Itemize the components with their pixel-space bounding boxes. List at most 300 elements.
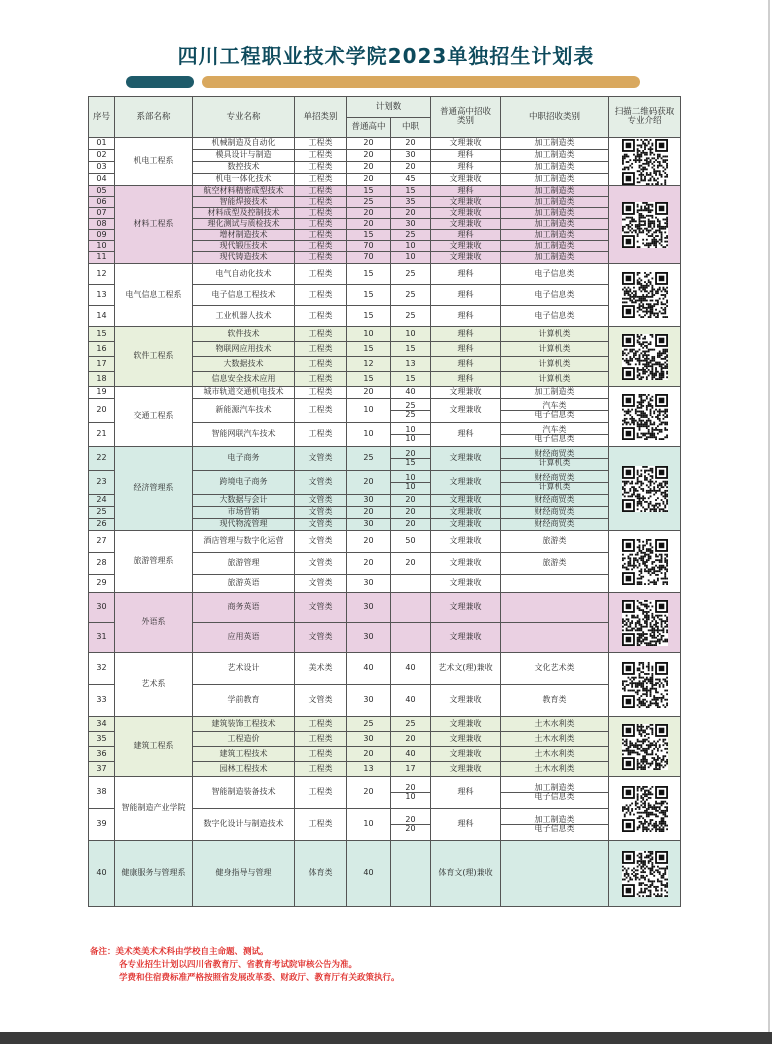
plan-hs: 25 — [347, 717, 391, 732]
major-name: 信息安全技术应用 — [193, 372, 295, 387]
plan-hs: 20 — [347, 747, 391, 762]
plan-vs — [391, 399, 431, 423]
hs-type: 文理兼收 — [431, 575, 501, 593]
row-no: 24 — [89, 495, 115, 507]
category: 工程类 — [295, 150, 347, 162]
plan-vs — [391, 471, 431, 495]
plan-vs: 25 — [391, 306, 431, 327]
qr-cell — [609, 186, 681, 264]
major-name: 旅游英语 — [193, 575, 295, 593]
row-no: 03 — [89, 162, 115, 174]
vs-type — [501, 471, 609, 495]
hs-type: 文理兼收 — [431, 387, 501, 399]
vs-type-part: 加工制造类 — [501, 784, 608, 793]
major-name: 艺术设计 — [193, 653, 295, 685]
row-no: 08 — [89, 219, 115, 230]
plan-hs: 30 — [347, 575, 391, 593]
row-no: 20 — [89, 399, 115, 423]
row-no: 02 — [89, 150, 115, 162]
row-no: 19 — [89, 387, 115, 399]
major-name: 材料成型及控制技术 — [193, 208, 295, 219]
vs-type: 加工制造类 — [501, 162, 609, 174]
vs-type: 计算机类 — [501, 372, 609, 387]
table-row — [89, 138, 681, 150]
category: 工程类 — [295, 423, 347, 447]
hs-type: 文理兼收 — [431, 519, 501, 531]
qr-code-icon[interactable] — [622, 466, 668, 512]
dept-name: 软件工程系 — [115, 327, 193, 387]
category: 工程类 — [295, 372, 347, 387]
dept-name: 建筑工程系 — [115, 717, 193, 777]
plan-vs: 30 — [391, 219, 431, 230]
row-no: 25 — [89, 507, 115, 519]
hs-type: 理科 — [431, 150, 501, 162]
category: 工程类 — [295, 342, 347, 357]
qr-code-icon[interactable] — [622, 786, 668, 832]
category: 工程类 — [295, 357, 347, 372]
plan-hs: 15 — [347, 230, 391, 241]
plan-vs: 30 — [391, 150, 431, 162]
qr-cell — [609, 264, 681, 327]
hs-type: 文理兼收 — [431, 717, 501, 732]
major-name: 大数据与会计 — [193, 495, 295, 507]
header-qr: 扫描二维码获取专业介绍 — [609, 97, 681, 138]
plan-vs: 25 — [391, 717, 431, 732]
vs-type — [501, 593, 609, 623]
plan-vs — [391, 593, 431, 623]
vs-type: 加工制造类 — [501, 208, 609, 219]
category: 文管类 — [295, 685, 347, 717]
vs-type: 财经商贸类 — [501, 495, 609, 507]
dept-name: 旅游管理系 — [115, 531, 193, 593]
category: 文管类 — [295, 471, 347, 495]
vs-type-part: 电子信息类 — [534, 792, 575, 801]
hs-type: 文理兼收 — [431, 241, 501, 252]
table-row — [89, 593, 681, 623]
qr-cell — [609, 387, 681, 447]
row-no: 04 — [89, 174, 115, 186]
hs-type: 文理兼收 — [431, 747, 501, 762]
major-name: 智能焊接技术 — [193, 197, 295, 208]
plan-hs: 20 — [347, 387, 391, 399]
row-no: 33 — [89, 685, 115, 717]
notes — [90, 946, 400, 985]
plan-vs: 15 — [391, 342, 431, 357]
vs-type — [501, 623, 609, 653]
qr-cell — [609, 653, 681, 717]
qr-cell — [609, 841, 681, 907]
row-no: 17 — [89, 357, 115, 372]
qr-code-icon[interactable] — [622, 851, 668, 897]
plan-hs: 40 — [347, 653, 391, 685]
category: 文管类 — [295, 531, 347, 553]
vs-type: 土木水利类 — [501, 762, 609, 777]
plan-vs: 20 — [391, 208, 431, 219]
vs-type — [501, 423, 609, 447]
plan-vs — [391, 423, 431, 447]
table-row — [89, 841, 681, 907]
dept-name: 交通工程系 — [115, 387, 193, 447]
vs-type: 土木水利类 — [501, 732, 609, 747]
hs-type: 艺术文(理)兼收 — [431, 653, 501, 685]
plan-hs: 25 — [347, 197, 391, 208]
plan-vs-part: 10 — [405, 482, 416, 491]
major-name: 智能制造装备技术 — [193, 777, 295, 809]
row-no: 28 — [89, 553, 115, 575]
plan-vs-part: 10 — [391, 474, 430, 483]
qr-code-icon[interactable] — [622, 662, 668, 708]
plan-hs: 15 — [347, 306, 391, 327]
plan-vs-part: 10 — [391, 426, 430, 435]
plan-vs — [391, 809, 431, 841]
qr-code-icon[interactable] — [622, 600, 668, 646]
plan-vs: 25 — [391, 264, 431, 285]
row-no: 30 — [89, 593, 115, 623]
plan-hs: 10 — [347, 423, 391, 447]
hs-type: 理科 — [431, 809, 501, 841]
major-name: 电子商务 — [193, 447, 295, 471]
major-name: 城市轨道交通机电技术 — [193, 387, 295, 399]
plan-vs: 50 — [391, 531, 431, 553]
vs-type-part: 财经商贸类 — [501, 450, 608, 459]
plan-vs: 13 — [391, 357, 431, 372]
plan-hs: 10 — [347, 809, 391, 841]
header-plan-vs: 中职 — [391, 118, 431, 138]
category: 工程类 — [295, 732, 347, 747]
row-no: 06 — [89, 197, 115, 208]
dept-name: 艺术系 — [115, 653, 193, 717]
table-row — [89, 531, 681, 553]
plan-vs-part: 15 — [405, 458, 416, 467]
plan-hs: 20 — [347, 471, 391, 495]
qr-code-icon[interactable] — [622, 394, 668, 440]
plan-vs-part: 10 — [405, 792, 416, 801]
plan-hs: 15 — [347, 285, 391, 306]
row-no: 11 — [89, 252, 115, 264]
major-name: 电气自动化技术 — [193, 264, 295, 285]
vs-type — [501, 777, 609, 809]
row-no: 22 — [89, 447, 115, 471]
plan-table — [88, 96, 681, 907]
vs-type: 加工制造类 — [501, 197, 609, 208]
major-name: 应用英语 — [193, 623, 295, 653]
major-name: 物联网应用技术 — [193, 342, 295, 357]
plan-vs: 20 — [391, 162, 431, 174]
plan-hs: 15 — [347, 186, 391, 197]
category: 体育类 — [295, 841, 347, 907]
vs-type — [501, 447, 609, 471]
category: 文管类 — [295, 495, 347, 507]
row-no: 12 — [89, 264, 115, 285]
major-name: 机电一体化技术 — [193, 174, 295, 186]
hs-type: 文理兼收 — [431, 531, 501, 553]
bottom-edge — [0, 1032, 772, 1044]
major-name: 增材制造技术 — [193, 230, 295, 241]
category: 工程类 — [295, 174, 347, 186]
dept-name: 智能制造产业学院 — [115, 777, 193, 841]
plan-hs: 25 — [347, 447, 391, 471]
row-no: 05 — [89, 186, 115, 197]
plan-hs: 20 — [347, 174, 391, 186]
plan-hs: 10 — [347, 399, 391, 423]
vs-type: 教育类 — [501, 685, 609, 717]
category: 美术类 — [295, 653, 347, 685]
qr-code-icon[interactable] — [622, 272, 668, 318]
hs-type: 理科 — [431, 285, 501, 306]
hs-type: 文理兼收 — [431, 762, 501, 777]
plan-hs: 30 — [347, 685, 391, 717]
header-plan-hs: 普通高中 — [347, 118, 391, 138]
vs-type-part: 电子信息类 — [534, 434, 575, 443]
vs-type-part: 计算机类 — [538, 458, 571, 467]
plan-vs — [391, 623, 431, 653]
category: 工程类 — [295, 230, 347, 241]
row-no: 36 — [89, 747, 115, 762]
plan-vs-part: 20 — [391, 816, 430, 825]
hs-type: 体育文(理)兼收 — [431, 841, 501, 907]
row-no: 31 — [89, 623, 115, 653]
major-name: 跨境电子商务 — [193, 471, 295, 495]
plan-vs: 15 — [391, 372, 431, 387]
hs-type: 文理兼收 — [431, 138, 501, 150]
major-name: 理化测试与质检技术 — [193, 219, 295, 230]
vs-type — [501, 841, 609, 907]
qr-code-icon[interactable] — [622, 202, 668, 248]
category: 工程类 — [295, 285, 347, 306]
dept-name: 材料工程系 — [115, 186, 193, 264]
category: 工程类 — [295, 717, 347, 732]
row-no: 18 — [89, 372, 115, 387]
plan-hs: 30 — [347, 623, 391, 653]
vs-type: 计算机类 — [501, 357, 609, 372]
hs-type: 文理兼收 — [431, 685, 501, 717]
category: 工程类 — [295, 197, 347, 208]
plan-hs: 20 — [347, 162, 391, 174]
hs-type: 理科 — [431, 306, 501, 327]
plan-vs-part: 25 — [391, 402, 430, 411]
row-no: 23 — [89, 471, 115, 495]
row-no: 01 — [89, 138, 115, 150]
plan-vs: 20 — [391, 138, 431, 150]
plan-vs — [391, 841, 431, 907]
hs-type: 文理兼收 — [431, 495, 501, 507]
plan-hs: 12 — [347, 357, 391, 372]
major-name: 数字化设计与制造技术 — [193, 809, 295, 841]
hs-type: 理科 — [431, 327, 501, 342]
vs-type — [501, 575, 609, 593]
qr-code-icon[interactable] — [622, 334, 668, 380]
major-name: 酒店管理与数字化运营 — [193, 531, 295, 553]
hs-type: 文理兼收 — [431, 623, 501, 653]
vs-type — [501, 399, 609, 423]
row-no: 13 — [89, 285, 115, 306]
table-row — [89, 264, 681, 285]
row-no: 10 — [89, 241, 115, 252]
plan-vs: 25 — [391, 230, 431, 241]
vs-type-part: 电子信息类 — [534, 824, 575, 833]
major-name: 建筑工程技术 — [193, 747, 295, 762]
row-no: 14 — [89, 306, 115, 327]
plan-hs: 13 — [347, 762, 391, 777]
qr-code-icon[interactable] — [622, 539, 668, 585]
category: 工程类 — [295, 208, 347, 219]
hs-type: 文理兼收 — [431, 507, 501, 519]
header-category: 单招类别 — [295, 97, 347, 138]
plan-vs-part: 20 — [405, 824, 416, 833]
major-name: 航空材料精密成型技术 — [193, 186, 295, 197]
hs-type: 文理兼收 — [431, 447, 501, 471]
dept-name: 健康服务与管理系 — [115, 841, 193, 907]
category: 文管类 — [295, 593, 347, 623]
plan-vs: 25 — [391, 285, 431, 306]
hs-type: 理科 — [431, 230, 501, 241]
qr-cell — [609, 447, 681, 531]
vs-type: 计算机类 — [501, 342, 609, 357]
hs-type: 理科 — [431, 372, 501, 387]
hs-type: 理科 — [431, 162, 501, 174]
category: 工程类 — [295, 762, 347, 777]
vs-type: 财经商贸类 — [501, 519, 609, 531]
vs-type: 旅游类 — [501, 531, 609, 553]
vs-type-part: 计算机类 — [538, 482, 571, 491]
major-name: 建筑装饰工程技术 — [193, 717, 295, 732]
vs-type: 加工制造类 — [501, 230, 609, 241]
qr-code-icon[interactable] — [622, 724, 668, 770]
plan-vs-part: 20 — [391, 450, 430, 459]
table-row — [89, 653, 681, 685]
hs-type: 理科 — [431, 186, 501, 197]
plan-vs-part: 20 — [391, 784, 430, 793]
plan-vs: 40 — [391, 387, 431, 399]
row-no: 26 — [89, 519, 115, 531]
vs-type: 加工制造类 — [501, 174, 609, 186]
category: 文管类 — [295, 519, 347, 531]
major-name: 现代铸造技术 — [193, 252, 295, 264]
table-row — [89, 186, 681, 197]
row-no: 07 — [89, 208, 115, 219]
major-name: 工程造价 — [193, 732, 295, 747]
row-no: 29 — [89, 575, 115, 593]
table-row — [89, 777, 681, 809]
header-hs-type: 普通高中招收类别 — [431, 97, 501, 138]
row-no: 38 — [89, 777, 115, 809]
row-no: 09 — [89, 230, 115, 241]
hs-type: 理科 — [431, 423, 501, 447]
row-no: 32 — [89, 653, 115, 685]
plan-vs: 20 — [391, 507, 431, 519]
title-underline-right — [202, 76, 640, 88]
plan-hs: 20 — [347, 219, 391, 230]
plan-hs: 40 — [347, 841, 391, 907]
category: 工程类 — [295, 138, 347, 150]
row-no: 35 — [89, 732, 115, 747]
hs-type: 文理兼收 — [431, 197, 501, 208]
vs-type: 土木水利类 — [501, 717, 609, 732]
category: 工程类 — [295, 241, 347, 252]
plan-hs: 20 — [347, 138, 391, 150]
qr-cell — [609, 717, 681, 777]
row-no: 39 — [89, 809, 115, 841]
qr-cell — [609, 531, 681, 593]
plan-vs: 40 — [391, 653, 431, 685]
plan-vs — [391, 777, 431, 809]
row-no: 34 — [89, 717, 115, 732]
category: 文管类 — [295, 447, 347, 471]
plan-hs: 70 — [347, 241, 391, 252]
vs-type-part: 汽车类 — [501, 402, 608, 411]
hs-type: 文理兼收 — [431, 471, 501, 495]
hs-type: 理科 — [431, 264, 501, 285]
page-title: 四川工程职业技术学院2023单独招生计划表 — [177, 44, 595, 68]
plan-vs: 10 — [391, 252, 431, 264]
hs-type: 文理兼收 — [431, 252, 501, 264]
category: 工程类 — [295, 747, 347, 762]
vs-type: 土木水利类 — [501, 747, 609, 762]
hs-type: 文理兼收 — [431, 593, 501, 623]
major-name: 旅游管理 — [193, 553, 295, 575]
vs-type-part: 加工制造类 — [501, 816, 608, 825]
vs-type: 加工制造类 — [501, 387, 609, 399]
category: 工程类 — [295, 264, 347, 285]
major-name: 新能源汽车技术 — [193, 399, 295, 423]
row-no: 27 — [89, 531, 115, 553]
major-name: 工业机器人技术 — [193, 306, 295, 327]
plan-hs: 20 — [347, 777, 391, 809]
vs-type: 加工制造类 — [501, 241, 609, 252]
plan-vs: 15 — [391, 186, 431, 197]
major-name: 学前教育 — [193, 685, 295, 717]
plan-hs: 20 — [347, 553, 391, 575]
plan-vs — [391, 447, 431, 471]
plan-vs: 20 — [391, 732, 431, 747]
major-name: 电子信息工程技术 — [193, 285, 295, 306]
dept-name: 机电工程系 — [115, 138, 193, 186]
plan-hs: 15 — [347, 342, 391, 357]
major-name: 软件技术 — [193, 327, 295, 342]
plan-hs: 20 — [347, 150, 391, 162]
plan-hs: 30 — [347, 732, 391, 747]
plan-vs: 17 — [391, 762, 431, 777]
hs-type: 理科 — [431, 342, 501, 357]
row-no: 16 — [89, 342, 115, 357]
major-name: 机械制造及自动化 — [193, 138, 295, 150]
header-major: 专业名称 — [193, 97, 295, 138]
qr-code-icon[interactable] — [622, 139, 668, 185]
plan-hs: 20 — [347, 531, 391, 553]
major-name: 数控技术 — [193, 162, 295, 174]
plan-hs: 30 — [347, 519, 391, 531]
title-underline-left — [126, 76, 194, 88]
hs-type: 文理兼收 — [431, 174, 501, 186]
plan-hs: 30 — [347, 593, 391, 623]
category: 工程类 — [295, 162, 347, 174]
category: 工程类 — [295, 252, 347, 264]
vs-type: 加工制造类 — [501, 252, 609, 264]
header-vs-type: 中职招收类别 — [501, 97, 609, 138]
plan-hs: 20 — [347, 208, 391, 219]
category: 文管类 — [295, 575, 347, 593]
category: 文管类 — [295, 507, 347, 519]
hs-type: 文理兼收 — [431, 732, 501, 747]
major-name: 健身指导与管理 — [193, 841, 295, 907]
plan-vs-part: 25 — [405, 410, 416, 419]
header-dept: 系部名称 — [115, 97, 193, 138]
category: 文管类 — [295, 623, 347, 653]
qr-cell — [609, 327, 681, 387]
qr-cell — [609, 593, 681, 653]
major-name: 园林工程技术 — [193, 762, 295, 777]
header-no: 序号 — [89, 97, 115, 138]
